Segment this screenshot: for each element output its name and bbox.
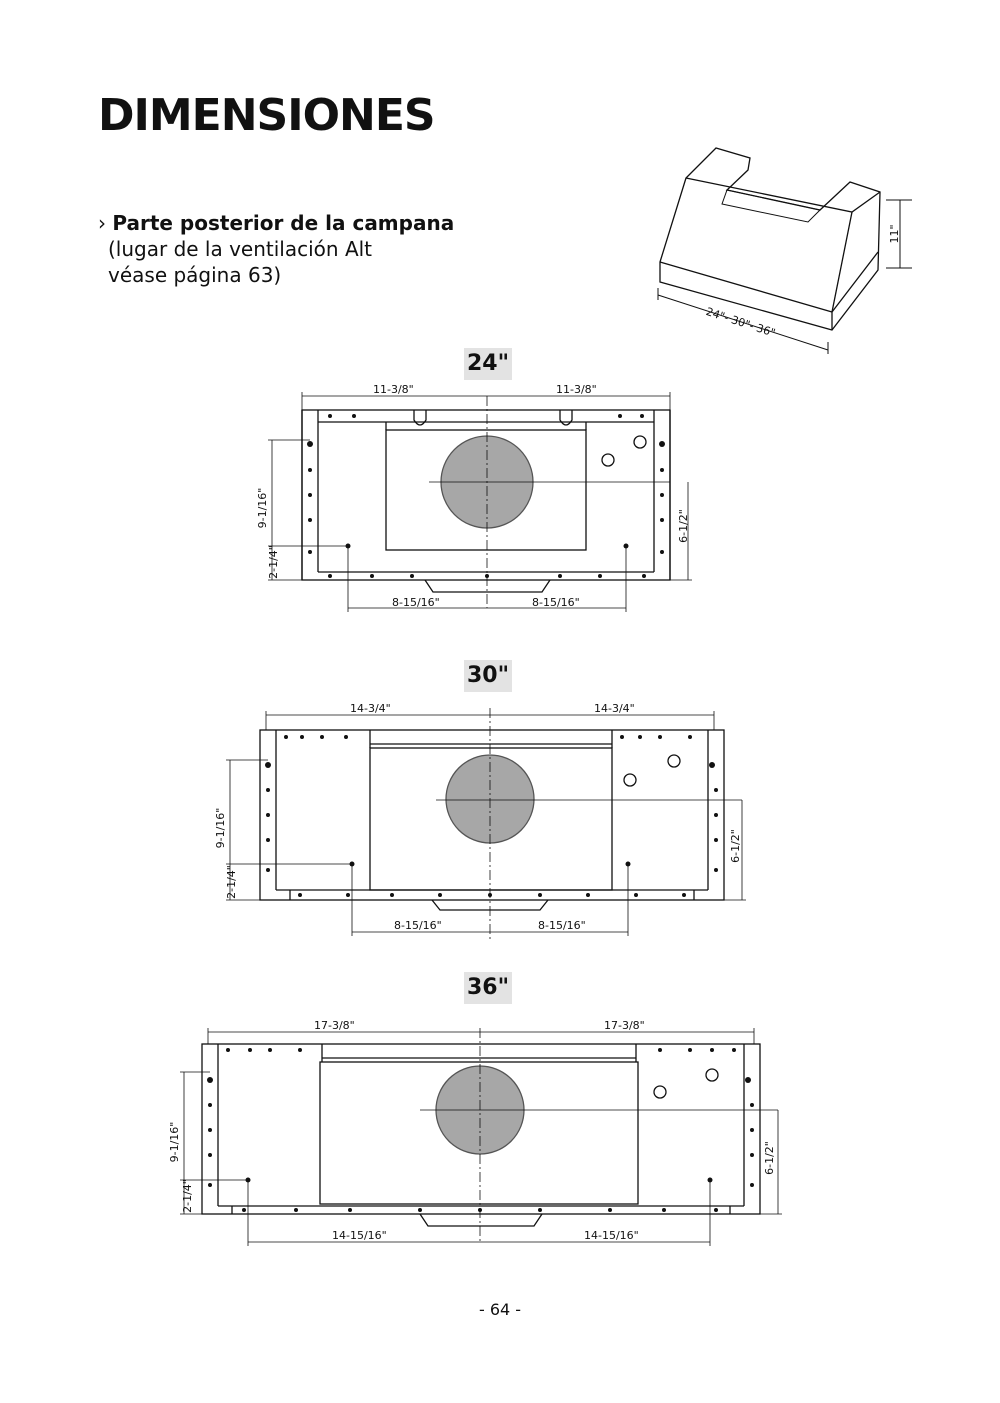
dim-24-right-vertical: 6-1/2" — [677, 509, 690, 543]
dim-30-right-vertical: 6-1/2" — [729, 829, 742, 863]
dim-30-bottom-right: 8-15/16" — [538, 919, 586, 932]
page-title: DIMENSIONES — [98, 90, 435, 141]
dim-30-top-left: 14-3/4" — [350, 702, 391, 715]
size-badge-36: 36" — [464, 972, 512, 1004]
dim-30-bottom-left: 8-15/16" — [394, 919, 442, 932]
drawing-24 — [268, 392, 692, 612]
size-badge-30: 30" — [464, 660, 512, 692]
dim-36-right-vertical: 6-1/2" — [763, 1141, 776, 1175]
drawing-30 — [226, 708, 746, 940]
dim-36-bottom-left: 14-15/16" — [332, 1229, 387, 1242]
dim-24-left-short: 2-1/4" — [267, 545, 280, 579]
dim-36-left-tall: 9-1/16" — [168, 1121, 181, 1163]
dim-36-top-right: 17-3/8" — [604, 1019, 645, 1032]
dim-30-left-tall: 9-1/16" — [214, 807, 227, 849]
dim-36-top-left: 17-3/8" — [314, 1019, 355, 1032]
bullet-glyph: › — [98, 211, 106, 235]
intro-line-2: (lugar de la ventilación Alt — [108, 237, 373, 261]
dim-30-top-right: 14-3/4" — [594, 702, 635, 715]
intro-heading: Parte posterior de la campana — [112, 211, 455, 235]
iso-width-label: 24"- 30"- 36" — [704, 305, 777, 340]
intro-line-3: véase página 63) — [108, 263, 282, 287]
page-number: - 64 - — [478, 1300, 522, 1319]
dim-24-top-left: 11-3/8" — [373, 383, 414, 396]
dim-24-bottom-left: 8-15/16" — [392, 596, 440, 609]
iso-height-label: 11" — [888, 224, 901, 244]
dim-36-left-short: 2-1/4" — [181, 1179, 194, 1213]
drawing-36 — [180, 1028, 782, 1246]
dim-24-top-right: 11-3/8" — [556, 383, 597, 396]
dim-30-left-short: 2-1/4" — [225, 865, 238, 899]
dim-24-bottom-right: 8-15/16" — [532, 596, 580, 609]
dim-24-left-tall: 9-1/16" — [256, 487, 269, 529]
dim-36-bottom-right: 14-15/16" — [584, 1229, 639, 1242]
size-badge-24: 24" — [464, 348, 512, 380]
hood-isometric — [658, 148, 912, 354]
